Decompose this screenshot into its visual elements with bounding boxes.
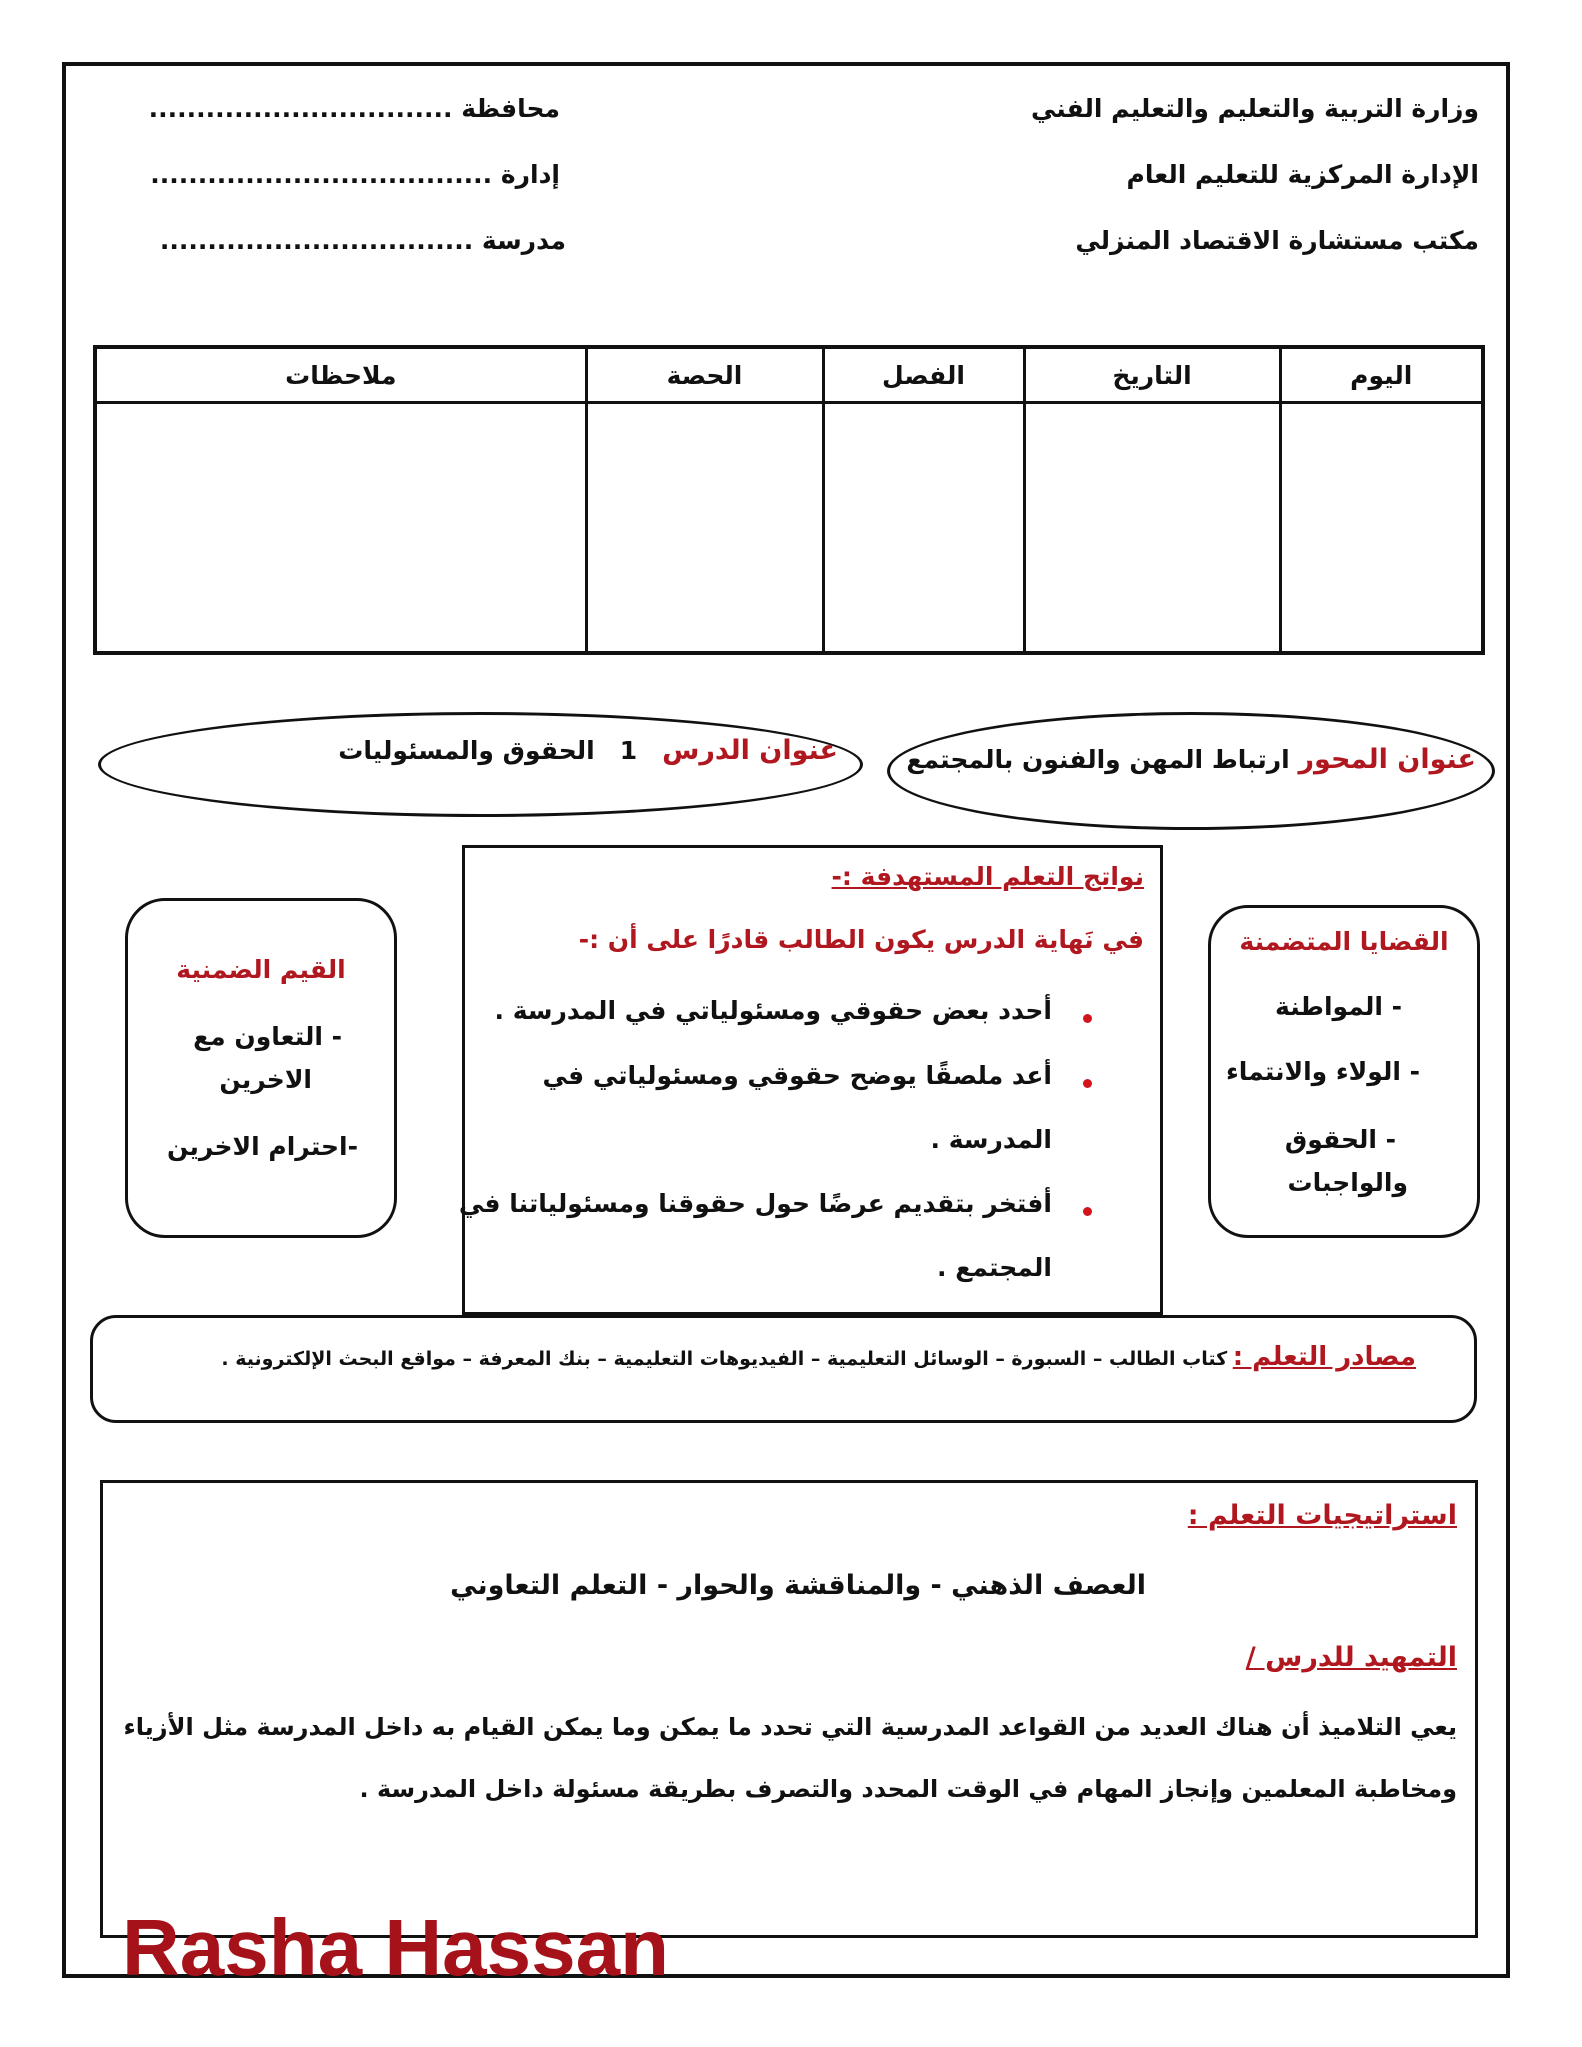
bullet-icon — [1083, 1207, 1092, 1216]
column-header-class: الفصل — [823, 347, 1024, 403]
intro-title: التمهيد للدرس / — [1245, 1642, 1457, 1673]
governorate-field: محافظة ................................ — [148, 94, 560, 123]
strategies-box — [100, 1480, 1478, 1938]
axis-label: عنوان المحور — [1298, 744, 1476, 775]
bullet-icon — [1083, 1079, 1092, 1088]
lesson-number: 1 — [619, 736, 638, 765]
outcome-item-continued: المجتمع . — [937, 1253, 1052, 1282]
issue-item: - الولاء والانتماء — [1225, 1057, 1420, 1086]
values-title: القيم الضمنية — [176, 955, 346, 984]
school-field: مدرسة ................................. — [159, 226, 566, 255]
office-title: مكتب مستشارة الاقتصاد المنزلي — [1075, 226, 1479, 255]
intro-text-line: يعي التلاميذ أن هناك العديد من القواعد المدرسية التي تحدد ما يمكن وما يمكن القيام به داخل المدرسة مثل الأزياء — [123, 1713, 1457, 1741]
ministry-title: وزارة التربية والتعليم والتعليم الفني — [1030, 94, 1479, 123]
bullet-icon — [1083, 1014, 1092, 1023]
issue-item: - المواطنة — [1275, 992, 1402, 1021]
cell-date[interactable] — [1024, 403, 1280, 654]
cell-period[interactable] — [586, 403, 823, 654]
lesson-value: الحقوق والمسئوليات — [338, 736, 595, 765]
watermark-signature: Rasha Hassan — [122, 1903, 669, 1992]
sources-line — [221, 1342, 1416, 1372]
administration-field: إدارة .................................... — [150, 160, 560, 189]
outcome-item: أعد ملصقًا يوضح حقوقي ومسئولياتي في — [542, 1061, 1052, 1090]
outcome-item: أفتخر بتقديم عرضًا حول حقوقنا ومسئولياتنا في — [458, 1189, 1052, 1218]
cell-class[interactable] — [823, 403, 1024, 654]
outcome-item-continued: المدرسة . — [930, 1125, 1052, 1154]
strategies-title: استراتيجيات التعلم : — [1187, 1500, 1457, 1531]
column-header-day: اليوم — [1280, 347, 1483, 403]
value-item: -احترام الاخرين — [167, 1132, 358, 1161]
strategies-text: العصف الذهني - والمناقشة والحوار - التعلم التعاوني — [450, 1570, 1146, 1601]
schedule-table — [93, 345, 1485, 655]
column-header-period: الحصة — [586, 347, 823, 403]
lesson-label: عنوان الدرس — [662, 735, 838, 766]
outcomes-intro: في نَهاية الدرس يكون الطالب قادرًا على أن :- — [578, 925, 1144, 954]
outcomes-title: نواتج التعلم المستهدفة :- — [831, 862, 1144, 891]
lesson-title — [338, 735, 838, 766]
axis-value: ارتباط المهن والفنون بالمجتمع — [906, 745, 1290, 774]
value-item-continued: الاخرين — [219, 1065, 312, 1094]
column-header-date: التاريخ — [1024, 347, 1280, 403]
cell-day[interactable] — [1280, 403, 1483, 654]
intro-text-line: ومخاطبة المعلمين وإنجاز المهام في الوقت المحدد والتصرف بطريقة مسئولة داخل المدرسة . — [359, 1775, 1457, 1803]
axis-title — [906, 744, 1476, 775]
cell-notes[interactable] — [95, 403, 586, 654]
issues-title: القضايا المتضمنة — [1239, 927, 1449, 956]
central-admin-title: الإدارة المركزية للتعليم العام — [1126, 160, 1479, 189]
issue-item: - الحقوق — [1284, 1125, 1396, 1154]
sources-label: مصادر التعلم : — [1232, 1342, 1416, 1372]
outcome-item: أحدد بعض حقوقي ومسئولياتي في المدرسة . — [494, 996, 1052, 1025]
sources-text: كتاب الطالب – السبورة – الوسائل التعليمية – الفيديوهات التعليمية – بنك المعرفة – مواقع البحث الإلكترونية . — [221, 1348, 1228, 1370]
column-header-notes: ملاحظات — [95, 347, 586, 403]
value-item: - التعاون مع — [193, 1022, 342, 1051]
issue-item: والواجبات — [1287, 1168, 1408, 1197]
